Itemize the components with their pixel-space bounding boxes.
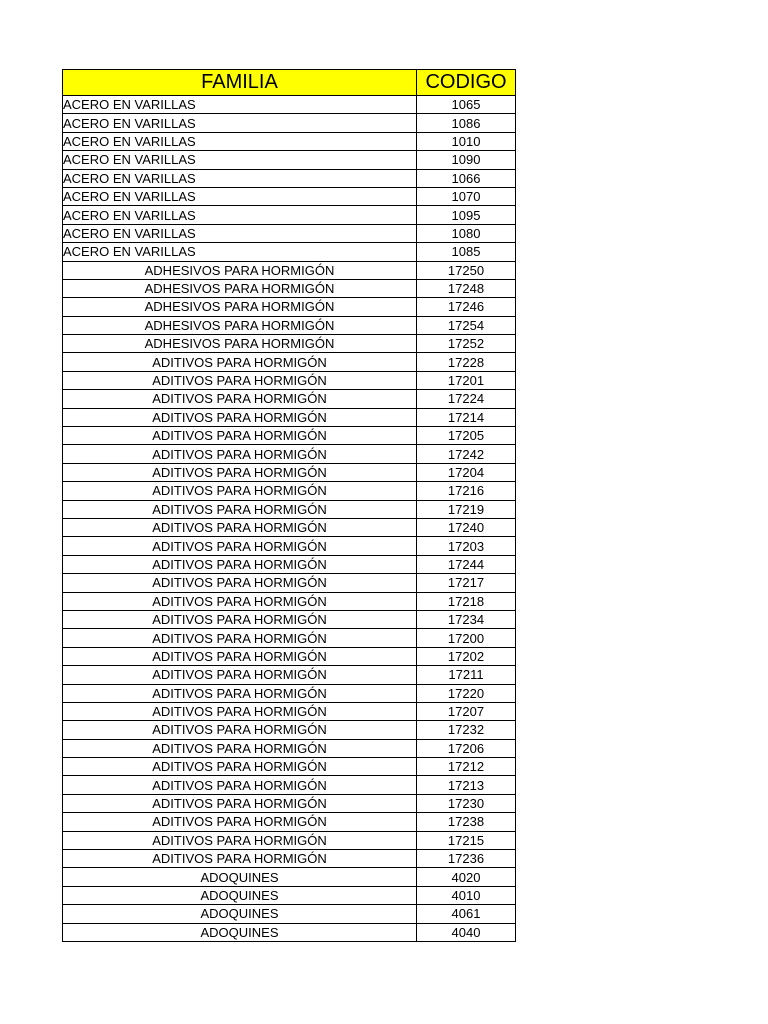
cell-familia: ADITIVOS PARA HORMIGÓN [63,813,417,831]
cell-familia: ADHESIVOS PARA HORMIGÓN [63,279,417,297]
cell-codigo: 1065 [417,96,516,114]
cell-familia: ADITIVOS PARA HORMIGÓN [63,684,417,702]
cell-codigo: 1010 [417,132,516,150]
cell-codigo: 17214 [417,408,516,426]
table-row [63,316,516,334]
cell-familia: ADOQUINES [63,923,417,941]
cell-codigo: 17212 [417,758,516,776]
table-row [63,298,516,316]
table-row [63,353,516,371]
header-codigo: CODIGO [417,70,516,96]
table-row [63,224,516,242]
table-row [63,463,516,481]
table-body [63,96,516,942]
cell-familia: ADHESIVOS PARA HORMIGÓN [63,298,417,316]
cell-codigo: 17228 [417,353,516,371]
table-row [63,886,516,904]
table-row [63,739,516,757]
cell-codigo: 17201 [417,371,516,389]
cell-familia: ADITIVOS PARA HORMIGÓN [63,463,417,481]
cell-codigo: 1085 [417,243,516,261]
table-row [63,868,516,886]
cell-familia: ADITIVOS PARA HORMIGÓN [63,555,417,573]
cell-codigo: 17252 [417,335,516,353]
table-row [63,206,516,224]
cell-familia: ACERO EN VARILLAS [63,243,417,261]
table-row [63,279,516,297]
cell-familia: ADITIVOS PARA HORMIGÓN [63,408,417,426]
table-row [63,629,516,647]
cell-codigo: 17250 [417,261,516,279]
cell-familia: ADITIVOS PARA HORMIGÓN [63,721,417,739]
cell-codigo: 17215 [417,831,516,849]
table-row [63,758,516,776]
table-row [63,702,516,720]
cell-familia: ACERO EN VARILLAS [63,114,417,132]
cell-familia: ADITIVOS PARA HORMIGÓN [63,390,417,408]
cell-familia: ADITIVOS PARA HORMIGÓN [63,574,417,592]
cell-familia: ADITIVOS PARA HORMIGÓN [63,850,417,868]
cell-familia: ADITIVOS PARA HORMIGÓN [63,758,417,776]
cell-codigo: 17254 [417,316,516,334]
cell-codigo: 17213 [417,776,516,794]
cell-familia: ADOQUINES [63,905,417,923]
cell-codigo: 17232 [417,721,516,739]
cell-familia: ACERO EN VARILLAS [63,187,417,205]
cell-familia: ACERO EN VARILLAS [63,151,417,169]
table-row [63,905,516,923]
table-row [63,574,516,592]
cell-codigo: 4061 [417,905,516,923]
cell-codigo: 1080 [417,224,516,242]
cell-familia: ADITIVOS PARA HORMIGÓN [63,647,417,665]
table-row [63,408,516,426]
cell-codigo: 4010 [417,886,516,904]
cell-codigo: 17240 [417,518,516,536]
table-row [63,831,516,849]
table-row [63,647,516,665]
header-row [63,70,516,96]
cell-codigo: 17219 [417,500,516,518]
table-row [63,721,516,739]
cell-codigo: 17216 [417,482,516,500]
table-row [63,151,516,169]
table-row [63,114,516,132]
cell-familia: ADITIVOS PARA HORMIGÓN [63,371,417,389]
table-row [63,335,516,353]
table-row [63,261,516,279]
cell-familia: ACERO EN VARILLAS [63,169,417,187]
cell-codigo: 17200 [417,629,516,647]
cell-codigo: 17220 [417,684,516,702]
cell-codigo: 17202 [417,647,516,665]
cell-familia: ADHESIVOS PARA HORMIGÓN [63,316,417,334]
cell-codigo: 1066 [417,169,516,187]
table-header [63,70,516,96]
table-row [63,518,516,536]
cell-familia: ADOQUINES [63,868,417,886]
table-row [63,427,516,445]
cell-codigo: 17238 [417,813,516,831]
cell-codigo: 17207 [417,702,516,720]
cell-codigo: 17204 [417,463,516,481]
table-row [63,169,516,187]
cell-codigo: 17206 [417,739,516,757]
cell-codigo: 1090 [417,151,516,169]
cell-familia: ADITIVOS PARA HORMIGÓN [63,518,417,536]
table-row [63,96,516,114]
cell-codigo: 17234 [417,610,516,628]
table-row [63,537,516,555]
cell-familia: ADITIVOS PARA HORMIGÓN [63,702,417,720]
table-row [63,132,516,150]
cell-codigo: 17224 [417,390,516,408]
table-row [63,813,516,831]
cell-codigo: 17203 [417,537,516,555]
cell-familia: ADITIVOS PARA HORMIGÓN [63,500,417,518]
cell-familia: ACERO EN VARILLAS [63,224,417,242]
cell-familia: ADITIVOS PARA HORMIGÓN [63,353,417,371]
cell-familia: ADITIVOS PARA HORMIGÓN [63,592,417,610]
cell-codigo: 17217 [417,574,516,592]
table-row [63,776,516,794]
cell-codigo: 1086 [417,114,516,132]
cell-familia: ADITIVOS PARA HORMIGÓN [63,794,417,812]
familia-codigo-table [62,69,516,942]
table-row [63,610,516,628]
table-row [63,390,516,408]
cell-codigo: 17236 [417,850,516,868]
cell-codigo: 17218 [417,592,516,610]
cell-codigo: 17205 [417,427,516,445]
header-familia: FAMILIA [63,70,417,96]
table-row [63,592,516,610]
cell-familia: ADITIVOS PARA HORMIGÓN [63,776,417,794]
table-row [63,187,516,205]
table-row [63,555,516,573]
cell-familia: ADITIVOS PARA HORMIGÓN [63,629,417,647]
cell-familia: ADITIVOS PARA HORMIGÓN [63,610,417,628]
table-row [63,684,516,702]
cell-codigo: 17230 [417,794,516,812]
cell-codigo: 1095 [417,206,516,224]
table-row [63,482,516,500]
table-row [63,794,516,812]
cell-codigo: 17244 [417,555,516,573]
cell-familia: ACERO EN VARILLAS [63,132,417,150]
cell-familia: ADITIVOS PARA HORMIGÓN [63,831,417,849]
table-row [63,850,516,868]
cell-familia: ADITIVOS PARA HORMIGÓN [63,666,417,684]
cell-familia: ACERO EN VARILLAS [63,206,417,224]
cell-familia: ADITIVOS PARA HORMIGÓN [63,482,417,500]
cell-familia: ADITIVOS PARA HORMIGÓN [63,427,417,445]
table-row [63,923,516,941]
cell-familia: ADITIVOS PARA HORMIGÓN [63,445,417,463]
table-row [63,666,516,684]
cell-familia: ADHESIVOS PARA HORMIGÓN [63,261,417,279]
cell-familia: ACERO EN VARILLAS [63,96,417,114]
cell-codigo: 4020 [417,868,516,886]
cell-familia: ADITIVOS PARA HORMIGÓN [63,739,417,757]
cell-codigo: 17211 [417,666,516,684]
table-row [63,500,516,518]
cell-codigo: 17248 [417,279,516,297]
cell-codigo: 1070 [417,187,516,205]
cell-codigo: 17246 [417,298,516,316]
table-row [63,371,516,389]
cell-familia: ADHESIVOS PARA HORMIGÓN [63,335,417,353]
cell-familia: ADOQUINES [63,886,417,904]
cell-familia: ADITIVOS PARA HORMIGÓN [63,537,417,555]
cell-codigo: 4040 [417,923,516,941]
table-row [63,243,516,261]
table-row [63,445,516,463]
cell-codigo: 17242 [417,445,516,463]
